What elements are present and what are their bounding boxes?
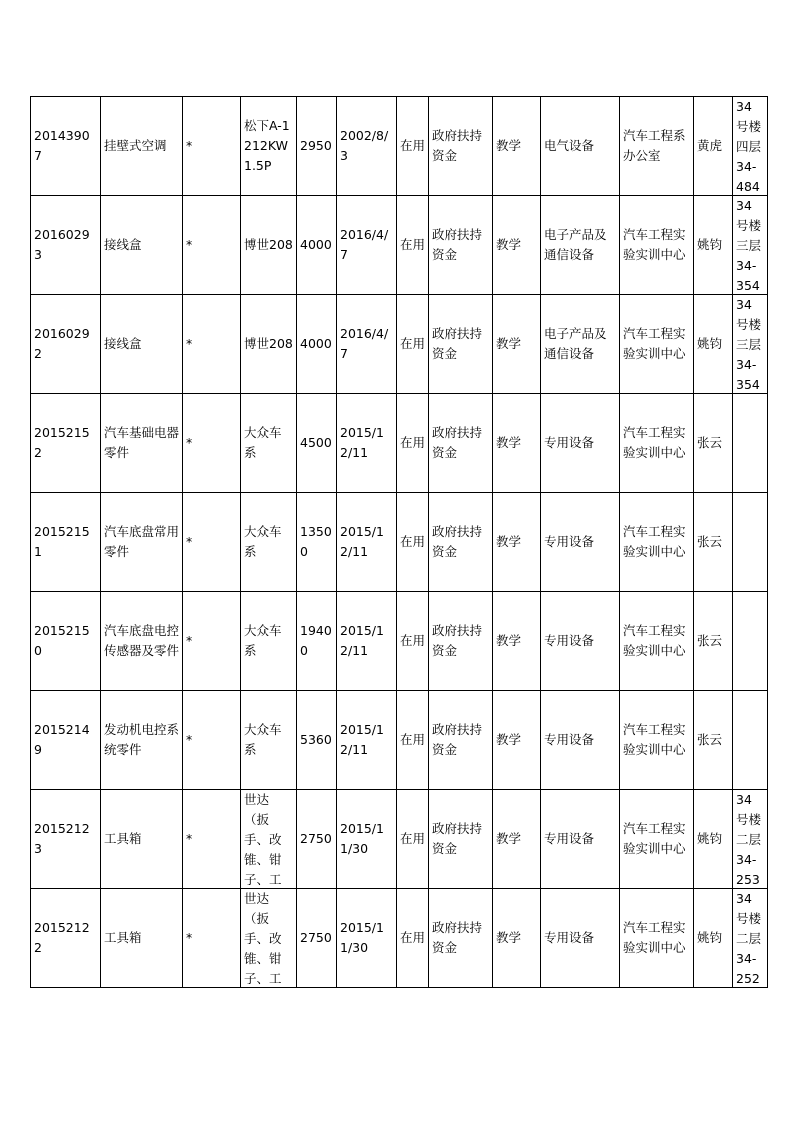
category-cell-text: 专用设备 (544, 534, 595, 549)
custodian-cell (694, 295, 733, 394)
model-cell-text: 大众车系 (244, 722, 282, 757)
table-row (31, 493, 768, 592)
custodian-cell-text: 张云 (697, 534, 723, 549)
model-cell (241, 691, 297, 790)
location-cell (733, 295, 768, 394)
department-cell-text: 汽车工程系办公室 (623, 128, 686, 163)
asset-name-cell-text: 发动机电控系统零件 (104, 722, 179, 757)
price-cell-text: 2950 (300, 138, 332, 153)
fund-source-cell-text: 政府扶持资金 (432, 227, 483, 262)
purchase-date-cell (337, 196, 397, 295)
purchase-date-cell (337, 394, 397, 493)
fund-source-cell-text: 政府扶持资金 (432, 326, 483, 361)
location-cell-text: 34号楼二层34-252 (736, 891, 762, 986)
model-cell-text: 大众车系 (244, 524, 282, 559)
model-cell (241, 493, 297, 592)
model-cell (241, 790, 297, 889)
usage-cell (493, 592, 541, 691)
category-cell-text: 电气设备 (544, 138, 595, 153)
custodian-cell-text: 张云 (697, 435, 723, 450)
status-cell (397, 97, 429, 196)
custodian-cell-text: 姚钧 (697, 237, 723, 252)
mark-cell (183, 691, 241, 790)
department-cell (620, 889, 694, 988)
price-cell-text: 4500 (300, 435, 332, 450)
custodian-cell (694, 97, 733, 196)
usage-cell-text: 教学 (496, 831, 522, 846)
purchase-date-cell-text: 2016/4/7 (340, 326, 389, 361)
asset-id-cell (31, 691, 101, 790)
asset-id-cell (31, 196, 101, 295)
fund-source-cell (429, 493, 493, 592)
department-cell (620, 97, 694, 196)
status-cell (397, 790, 429, 889)
location-cell-text: 34号楼四层34-484 (736, 99, 762, 194)
location-cell (733, 889, 768, 988)
category-cell (541, 592, 620, 691)
location-cell (733, 196, 768, 295)
purchase-date-cell (337, 691, 397, 790)
asset-id-cell (31, 592, 101, 691)
asset-id-cell-text: 20152122 (34, 920, 90, 955)
purchase-date-cell-text: 2015/12/11 (340, 524, 384, 559)
usage-cell-text: 教学 (496, 336, 522, 351)
asset-id-cell (31, 394, 101, 493)
table-row (31, 790, 768, 889)
purchase-date-cell (337, 97, 397, 196)
asset-id-cell-text: 20152152 (34, 425, 90, 460)
status-cell (397, 196, 429, 295)
department-cell (620, 394, 694, 493)
fund-source-cell-text: 政府扶持资金 (432, 722, 483, 757)
fund-source-cell-text: 政府扶持资金 (432, 524, 483, 559)
status-cell-text: 在用 (400, 831, 425, 846)
custodian-cell-text: 姚钧 (697, 930, 723, 945)
model-cell-text: 松下A-1212KW 1.5P (244, 118, 290, 173)
custodian-cell (694, 790, 733, 889)
asset-name-cell-text: 挂壁式空调 (104, 138, 167, 153)
status-cell (397, 691, 429, 790)
price-cell (297, 889, 337, 988)
status-cell (397, 889, 429, 988)
category-cell (541, 790, 620, 889)
usage-cell-text: 教学 (496, 534, 522, 549)
fund-source-cell (429, 394, 493, 493)
purchase-date-cell (337, 790, 397, 889)
asset-name-cell-text: 接线盒 (104, 336, 142, 351)
department-cell-text: 汽车工程实验实训中心 (623, 524, 686, 559)
department-cell (620, 493, 694, 592)
price-cell-text: 4000 (300, 237, 332, 252)
usage-cell-text: 教学 (496, 138, 522, 153)
usage-cell (493, 196, 541, 295)
asset-name-cell (101, 889, 183, 988)
custodian-cell-text: 张云 (697, 732, 723, 747)
location-cell (733, 691, 768, 790)
category-cell (541, 196, 620, 295)
purchase-date-cell (337, 493, 397, 592)
category-cell (541, 97, 620, 196)
status-cell (397, 295, 429, 394)
status-cell-text: 在用 (400, 633, 425, 648)
custodian-cell (694, 592, 733, 691)
purchase-date-cell-text: 2002/8/3 (340, 128, 389, 163)
mark-cell-text: * (186, 336, 193, 351)
custodian-cell (694, 691, 733, 790)
department-cell-text: 汽车工程实验实训中心 (623, 227, 686, 262)
purchase-date-cell (337, 889, 397, 988)
purchase-date-cell-text: 2015/12/11 (340, 425, 384, 460)
asset-name-cell-text: 汽车底盘电控传感器及零件 (104, 623, 179, 658)
fund-source-cell (429, 889, 493, 988)
asset-id-cell-text: 20160293 (34, 227, 90, 262)
asset-table (30, 96, 768, 988)
model-cell (241, 97, 297, 196)
asset-id-cell-text: 20152150 (34, 623, 90, 658)
usage-cell-text: 教学 (496, 633, 522, 648)
usage-cell (493, 493, 541, 592)
price-cell-text: 2750 (300, 831, 332, 846)
category-cell-text: 专用设备 (544, 831, 595, 846)
mark-cell (183, 889, 241, 988)
model-cell-text: 世达（扳手、改锥、钳子、工 (244, 891, 282, 986)
model-cell (241, 295, 297, 394)
custodian-cell-text: 姚钧 (697, 336, 723, 351)
custodian-cell-text: 张云 (697, 633, 723, 648)
custodian-cell (694, 196, 733, 295)
location-cell-text: 34号楼三层34-354 (736, 297, 762, 392)
purchase-date-cell-text: 2016/4/7 (340, 227, 389, 262)
usage-cell-text: 教学 (496, 435, 522, 450)
status-cell-text: 在用 (400, 237, 425, 252)
category-cell-text: 专用设备 (544, 732, 595, 747)
status-cell-text: 在用 (400, 336, 425, 351)
mark-cell (183, 493, 241, 592)
location-cell-text: 34号楼三层34-354 (736, 198, 762, 293)
asset-name-cell (101, 196, 183, 295)
fund-source-cell (429, 790, 493, 889)
status-cell-text: 在用 (400, 930, 425, 945)
usage-cell (493, 394, 541, 493)
asset-id-cell-text: 20160292 (34, 326, 90, 361)
price-cell-text: 5360 (300, 732, 332, 747)
mark-cell-text: * (186, 138, 193, 153)
fund-source-cell-text: 政府扶持资金 (432, 425, 483, 460)
category-cell (541, 691, 620, 790)
fund-source-cell (429, 196, 493, 295)
asset-id-cell (31, 790, 101, 889)
purchase-date-cell (337, 295, 397, 394)
asset-name-cell (101, 295, 183, 394)
location-cell (733, 592, 768, 691)
custodian-cell (694, 394, 733, 493)
mark-cell (183, 97, 241, 196)
asset-id-cell-text: 20143907 (34, 128, 90, 163)
table-row (31, 394, 768, 493)
department-cell (620, 691, 694, 790)
status-cell (397, 493, 429, 592)
price-cell (297, 97, 337, 196)
fund-source-cell-text: 政府扶持资金 (432, 128, 483, 163)
asset-name-cell (101, 394, 183, 493)
location-cell (733, 97, 768, 196)
department-cell-text: 汽车工程实验实训中心 (623, 425, 686, 460)
asset-name-cell-text: 汽车底盘常用零件 (104, 524, 179, 559)
category-cell-text: 电子产品及通信设备 (544, 227, 607, 262)
department-cell-text: 汽车工程实验实训中心 (623, 722, 686, 757)
usage-cell (493, 790, 541, 889)
price-cell-text: 2750 (300, 930, 332, 945)
table-row (31, 592, 768, 691)
asset-name-cell-text: 工具箱 (104, 831, 142, 846)
model-cell (241, 889, 297, 988)
location-cell (733, 790, 768, 889)
custodian-cell (694, 889, 733, 988)
table-row (31, 97, 768, 196)
status-cell (397, 394, 429, 493)
price-cell (297, 691, 337, 790)
usage-cell-text: 教学 (496, 237, 522, 252)
asset-id-cell (31, 295, 101, 394)
category-cell-text: 专用设备 (544, 633, 595, 648)
price-cell-text: 4000 (300, 336, 332, 351)
purchase-date-cell-text: 2015/12/11 (340, 722, 384, 757)
mark-cell-text: * (186, 732, 193, 747)
asset-id-cell (31, 493, 101, 592)
asset-id-cell (31, 889, 101, 988)
fund-source-cell-text: 政府扶持资金 (432, 623, 483, 658)
model-cell-text: 大众车系 (244, 623, 282, 658)
table-row (31, 295, 768, 394)
price-cell (297, 196, 337, 295)
price-cell (297, 394, 337, 493)
model-cell (241, 196, 297, 295)
asset-name-cell (101, 592, 183, 691)
status-cell-text: 在用 (400, 534, 425, 549)
usage-cell (493, 889, 541, 988)
mark-cell (183, 196, 241, 295)
price-cell (297, 790, 337, 889)
category-cell (541, 889, 620, 988)
mark-cell-text: * (186, 534, 193, 549)
location-cell (733, 394, 768, 493)
mark-cell (183, 790, 241, 889)
status-cell (397, 592, 429, 691)
asset-id-cell-text: 20152151 (34, 524, 90, 559)
department-cell-text: 汽车工程实验实训中心 (623, 623, 686, 658)
asset-name-cell-text: 工具箱 (104, 930, 142, 945)
mark-cell-text: * (186, 930, 193, 945)
usage-cell (493, 691, 541, 790)
purchase-date-cell (337, 592, 397, 691)
model-cell-text: 博世208 (244, 237, 293, 252)
asset-name-cell (101, 790, 183, 889)
status-cell-text: 在用 (400, 435, 425, 450)
asset-id-cell (31, 97, 101, 196)
fund-source-cell (429, 295, 493, 394)
mark-cell (183, 295, 241, 394)
price-cell (297, 493, 337, 592)
mark-cell-text: * (186, 633, 193, 648)
asset-name-cell (101, 493, 183, 592)
status-cell-text: 在用 (400, 732, 425, 747)
mark-cell (183, 394, 241, 493)
category-cell (541, 295, 620, 394)
asset-id-cell-text: 20152149 (34, 722, 90, 757)
category-cell (541, 493, 620, 592)
purchase-date-cell-text: 2015/11/30 (340, 821, 384, 856)
model-cell-text: 大众车系 (244, 425, 282, 460)
status-cell-text: 在用 (400, 138, 425, 153)
department-cell (620, 196, 694, 295)
table-row (31, 889, 768, 988)
asset-name-cell-text: 接线盒 (104, 237, 142, 252)
department-cell (620, 592, 694, 691)
model-cell (241, 592, 297, 691)
department-cell-text: 汽车工程实验实训中心 (623, 920, 686, 955)
model-cell (241, 394, 297, 493)
usage-cell-text: 教学 (496, 930, 522, 945)
category-cell (541, 394, 620, 493)
price-cell-text: 19400 (300, 623, 332, 658)
price-cell (297, 592, 337, 691)
asset-id-cell-text: 20152123 (34, 821, 90, 856)
department-cell-text: 汽车工程实验实训中心 (623, 821, 686, 856)
category-cell-text: 专用设备 (544, 435, 595, 450)
custodian-cell (694, 493, 733, 592)
location-cell (733, 493, 768, 592)
fund-source-cell-text: 政府扶持资金 (432, 821, 483, 856)
custodian-cell-text: 姚钧 (697, 831, 723, 846)
department-cell (620, 295, 694, 394)
fund-source-cell (429, 691, 493, 790)
fund-source-cell (429, 592, 493, 691)
price-cell-text: 13500 (300, 524, 332, 559)
custodian-cell-text: 黄虎 (697, 138, 723, 153)
mark-cell (183, 592, 241, 691)
category-cell-text: 电子产品及通信设备 (544, 326, 607, 361)
asset-name-cell (101, 97, 183, 196)
model-cell-text: 博世208 (244, 336, 293, 351)
location-cell-text: 34号楼二层34-253 (736, 792, 762, 887)
department-cell (620, 790, 694, 889)
mark-cell-text: * (186, 831, 193, 846)
usage-cell-text: 教学 (496, 732, 522, 747)
asset-name-cell-text: 汽车基础电器零件 (104, 425, 179, 460)
table-row (31, 691, 768, 790)
asset-name-cell (101, 691, 183, 790)
usage-cell (493, 97, 541, 196)
fund-source-cell-text: 政府扶持资金 (432, 920, 483, 955)
table-row (31, 196, 768, 295)
department-cell-text: 汽车工程实验实训中心 (623, 326, 686, 361)
mark-cell-text: * (186, 435, 193, 450)
price-cell (297, 295, 337, 394)
purchase-date-cell-text: 2015/11/30 (340, 920, 384, 955)
category-cell-text: 专用设备 (544, 930, 595, 945)
mark-cell-text: * (186, 237, 193, 252)
model-cell-text: 世达（扳手、改锥、钳子、工 (244, 792, 282, 887)
usage-cell (493, 295, 541, 394)
purchase-date-cell-text: 2015/12/11 (340, 623, 384, 658)
fund-source-cell (429, 97, 493, 196)
